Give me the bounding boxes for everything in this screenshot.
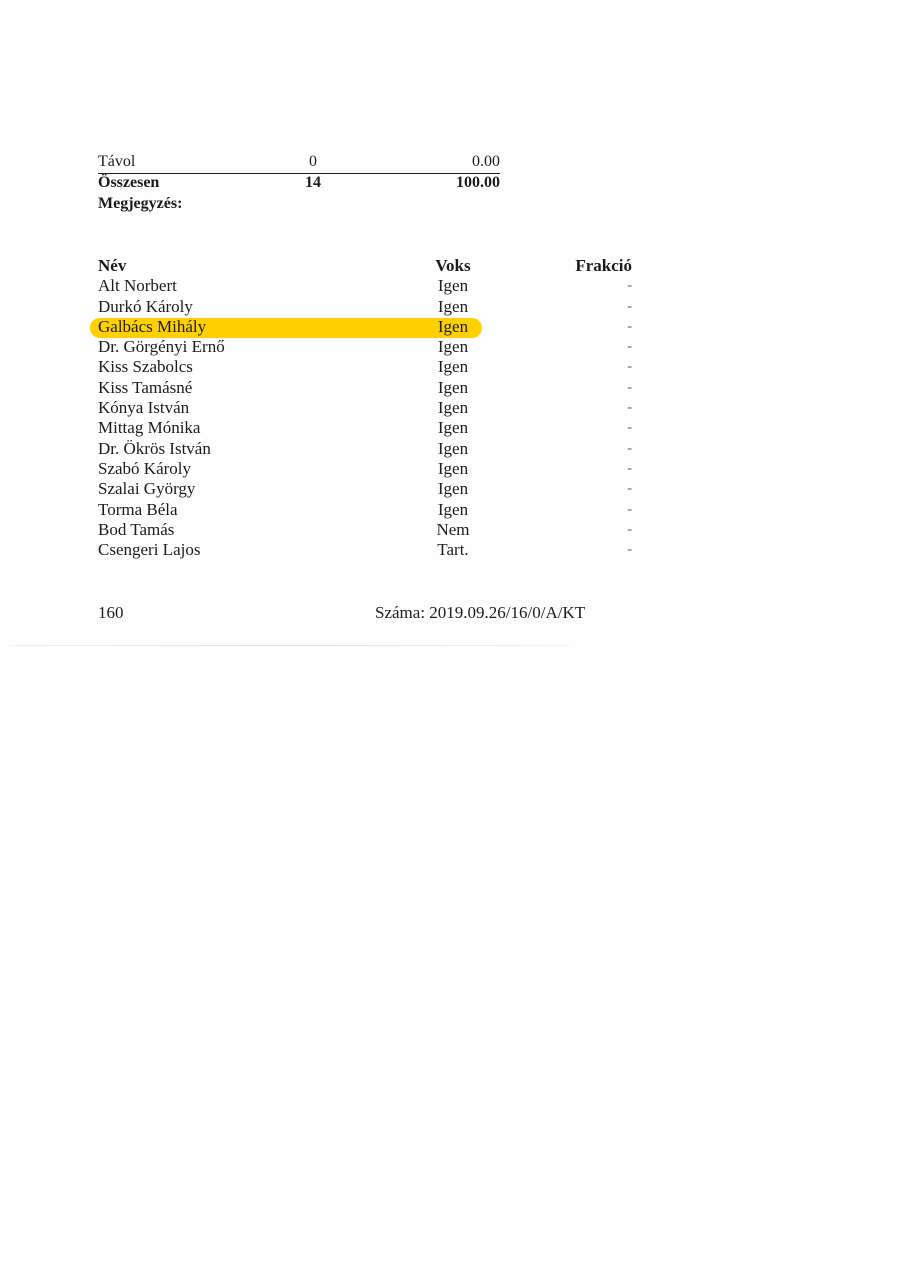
member-name: Bod Tamás (98, 519, 175, 539)
member-faction: - (627, 400, 632, 416)
summary-count: 14 (305, 174, 321, 191)
note-row (98, 195, 500, 215)
vote-row (98, 439, 638, 459)
vote-row (98, 398, 638, 418)
vote-row (98, 337, 638, 357)
member-faction: - (627, 379, 632, 395)
vote-row (98, 276, 638, 296)
header-faction: Frakció (575, 256, 632, 275)
member-faction: - (627, 318, 632, 334)
member-faction: - (627, 359, 632, 375)
member-vote: Igen (437, 458, 469, 478)
summary-label: Távol (98, 153, 136, 170)
member-vote: Igen (437, 499, 469, 519)
member-faction: - (627, 339, 632, 355)
member-vote: Igen (437, 479, 469, 499)
member-vote: Igen (437, 438, 469, 458)
vote-row (98, 418, 638, 438)
member-name: Szalai György (98, 479, 196, 499)
member-faction: - (627, 420, 632, 436)
member-name: Dr. Ökrös István (98, 438, 211, 458)
vote-row (98, 297, 638, 317)
member-vote: Nem (436, 519, 470, 539)
member-vote: Igen (437, 337, 469, 357)
summary-count: 0 (309, 153, 317, 170)
member-name: Torma Béla (98, 499, 178, 519)
header-name: Név (98, 256, 127, 275)
member-faction: - (627, 501, 632, 517)
vote-row (98, 540, 638, 560)
summary-percent: 0.00 (472, 153, 500, 170)
member-vote: Igen (437, 418, 469, 438)
member-vote: Igen (437, 357, 469, 377)
member-faction: - (627, 278, 632, 294)
member-vote: Tart. (437, 540, 469, 560)
member-vote: Igen (437, 296, 469, 316)
scan-edge-line (10, 645, 570, 646)
member-name: Kiss Tamásné (98, 377, 193, 397)
member-name: Szabó Károly (98, 458, 192, 478)
member-faction: - (627, 440, 632, 456)
member-name: Csengeri Lajos (98, 540, 201, 560)
note-label: Megjegyzés: (98, 195, 183, 212)
member-name: Mittag Mónika (98, 418, 201, 438)
vote-row (98, 500, 638, 520)
member-vote: Igen (437, 377, 469, 397)
member-name: Kónya István (98, 398, 190, 418)
vote-row (98, 317, 638, 337)
vote-row (98, 459, 638, 479)
header-vote: Voks (435, 256, 471, 275)
member-name: Durkó Károly (98, 296, 193, 316)
member-name: Galbács Mihály (98, 316, 207, 336)
vote-table (98, 256, 638, 560)
member-faction: - (627, 481, 632, 497)
member-faction: - (627, 298, 632, 314)
document-reference: Száma: 2019.09.26/16/0/A/KT (375, 603, 586, 622)
member-vote: Igen (437, 398, 469, 418)
member-vote: Igen (437, 316, 469, 336)
member-faction: - (627, 542, 632, 558)
member-name: Alt Norbert (98, 276, 177, 296)
summary-percent: 100.00 (456, 174, 500, 191)
summary-row-osszesen (98, 174, 500, 194)
member-name: Kiss Szabolcs (98, 357, 193, 377)
member-faction: - (627, 521, 632, 537)
page-number: 160 (98, 603, 124, 622)
member-vote: Igen (437, 276, 469, 296)
vote-row (98, 520, 638, 540)
summary-row-tavol (98, 153, 500, 174)
member-name: Dr. Görgényi Ernő (98, 337, 225, 357)
summary-label: Összesen (98, 174, 160, 191)
vote-table-header (98, 256, 638, 276)
vote-row (98, 479, 638, 499)
vote-row (98, 378, 638, 398)
vote-row (98, 357, 638, 377)
member-faction: - (627, 460, 632, 476)
